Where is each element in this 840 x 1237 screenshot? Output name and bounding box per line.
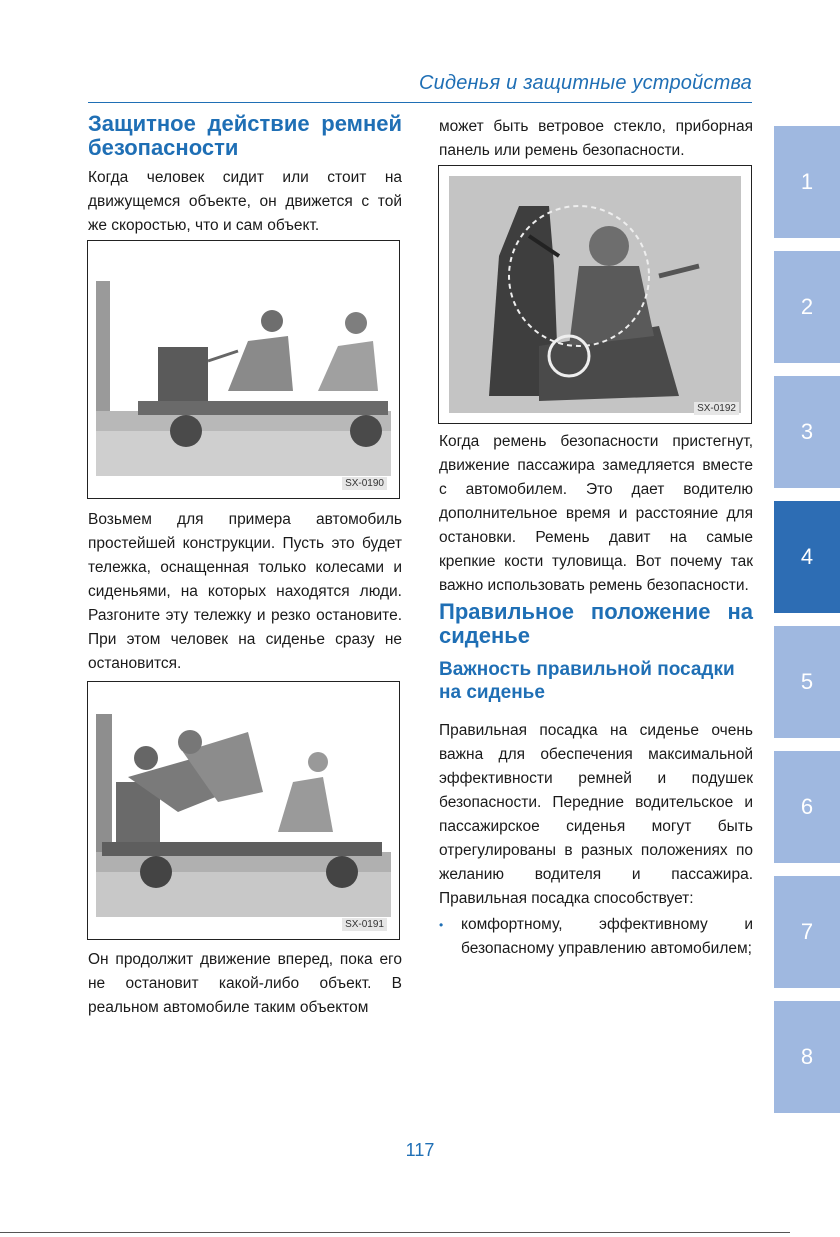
footer-divider (0, 1232, 790, 1233)
right-column-middle (439, 430, 753, 961)
section-heading: Защитное действие ремней безопасности (88, 111, 402, 160)
continued-paragraph: может быть ветровое стекло, приборная панель или ремень безопасности. (439, 118, 753, 159)
illustration-seatbelt (438, 165, 752, 424)
chapter-tab-1[interactable]: 1 (774, 126, 840, 238)
intro-paragraph: Когда человек сидит или стоит на движущемся объекте, он движется с той же скоростью, что и сам объект. (88, 169, 402, 234)
page-number: 117 (405, 1140, 435, 1160)
header-divider (88, 102, 752, 103)
cart-moving-drawing (88, 241, 399, 498)
list-item: • комфортному, эффективному и безопасному управлению автомобилем; (439, 913, 753, 961)
section-title: Сиденья и защитные устройства (419, 72, 752, 94)
posture-paragraph: Правильная посадка на сиденье очень важна для обеспечения максимальной эффективности ремней и подушек безопасности. Передние водительское и пассажирское сиденья могут быть отрегулированы в разных положениях по желанию водителя и пассажира. Правильная посадка способствует: (439, 722, 753, 907)
chapter-tab-3[interactable]: 3 (774, 376, 840, 488)
illustration-cart-stopped (87, 681, 400, 940)
figure-code: SX-0191 (342, 918, 387, 931)
right-column-top (439, 115, 753, 163)
cart-stopped-drawing (88, 682, 399, 939)
position-heading: Правильное положение на сиденье (439, 599, 753, 648)
posture-subheading: Важность правильной посадки на сиденье (439, 659, 735, 703)
chapter-tab-2[interactable]: 2 (774, 251, 840, 363)
left-column (88, 112, 402, 238)
left-column-middle (88, 508, 402, 676)
figure-code: SX-0192 (694, 402, 739, 415)
continuation-paragraph: Он продолжит движение вперед, пока его не остановит какой-либо объект. В реальном автомобиле таким объектом (88, 951, 402, 1016)
seatbelt-paragraph: Когда ремень безопасности пристегнут, движение пассажира замедляется вместе с автомобилем. Это дает водителю дополнительное время и расстояние для остановки. Ремень давит на самые крепкие кости туловища. Вот почему так важно использовать ремень безопасности. (439, 433, 753, 594)
benefits-list (439, 913, 753, 961)
chapter-tab-5[interactable]: 5 (774, 626, 840, 738)
chapter-tab-7[interactable]: 7 (774, 876, 840, 988)
chapter-tab-4-active[interactable]: 4 (774, 501, 840, 613)
chapter-tab-6[interactable]: 6 (774, 751, 840, 863)
chapter-tab-8[interactable]: 8 (774, 1001, 840, 1113)
cart-paragraph: Возьмем для примера автомобиль простейшей конструкции. Пусть это будет тележка, оснащенная только колесами и сиденьями, на которых находятся люди. Разгоните эту тележку и резко остановите. При этом человек на сиденье сразу не остановится. (88, 511, 402, 672)
seatbelt-drawing (439, 166, 751, 423)
left-column-bottom (88, 948, 402, 1020)
illustration-cart-moving (87, 240, 400, 499)
figure-code: SX-0190 (342, 477, 387, 490)
